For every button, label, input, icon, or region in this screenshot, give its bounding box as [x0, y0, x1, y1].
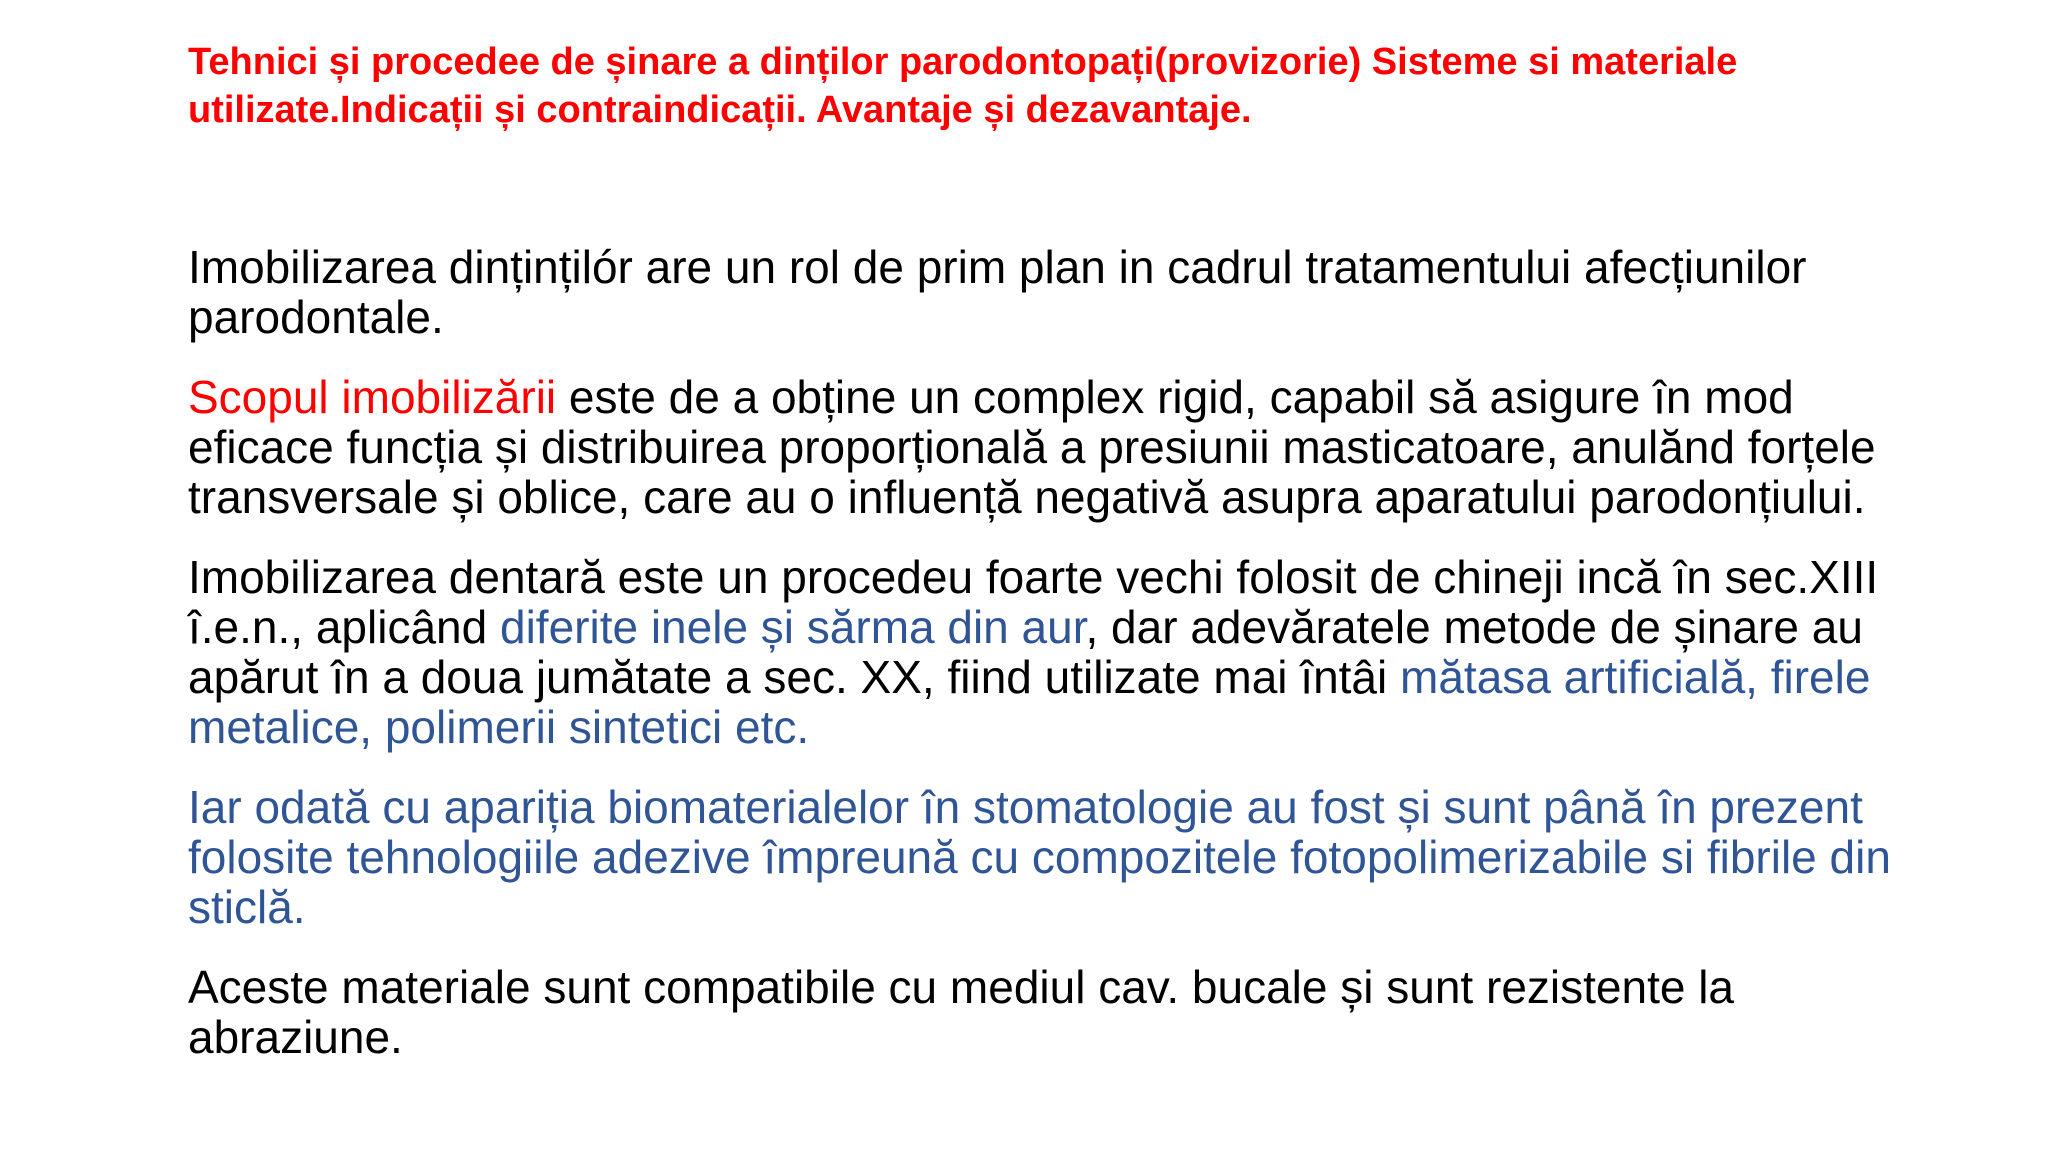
- highlight-gold-rings: diferite inele și sărma din aur: [499, 601, 1086, 653]
- slide-title: Tehnici și procedee de șinare a dinților parodontopați(provizorie) Sisteme si materiale utilizate.Indicații și contraindicații. Avantaje și dezavantaje.: [188, 41, 1738, 131]
- history-text-1: Imobilizarea dentară este un procedeu foarte vechi folosit de chineji incă în sec.XIII î.e.n., aplicând: [188, 551, 1879, 653]
- paragraph-immobilization-purpose: [188, 372, 1908, 522]
- paragraph-history: [188, 552, 1908, 752]
- paragraph-compatibility: Aceste materiale sunt compatibile cu mediul cav. bucale și sunt rezistente la abraziune.: [188, 961, 1735, 1063]
- slide-body: [188, 242, 1908, 1062]
- history-text-2: , dar adevăratele metode de șinare au apărut în a doua jumătate a sec. XX, fiind utilizate mai întâi: [188, 601, 1863, 703]
- highlight-materials: mătasa artificială, firele metalice, polimerii sintetici etc.: [188, 651, 1871, 753]
- paragraph-immobilization-role: Imobilizarea dințințilór are un rol de prim plan in cadrul tratamentului afecțiunilor parodontale.: [188, 241, 1807, 343]
- highlight-purpose: Scopul imobilizării: [188, 371, 557, 423]
- paragraph-purpose-text: este de a obține un complex rigid, capabil să asigure în mod eficace funcția și distribuirea proporțională a presiunii masticatoare, anulănd forțele transversale și oblice, care au o influență negativă asupra aparatului parodonțiului.: [188, 371, 1876, 523]
- paragraph-biomaterials: Iar odată cu apariția biomaterialelor în stomatologie au fost și sunt până în prezent folosite tehnologiile adezive împreună cu compozitele fotopolimerizabile si fibrile din sticlă.: [188, 781, 1891, 933]
